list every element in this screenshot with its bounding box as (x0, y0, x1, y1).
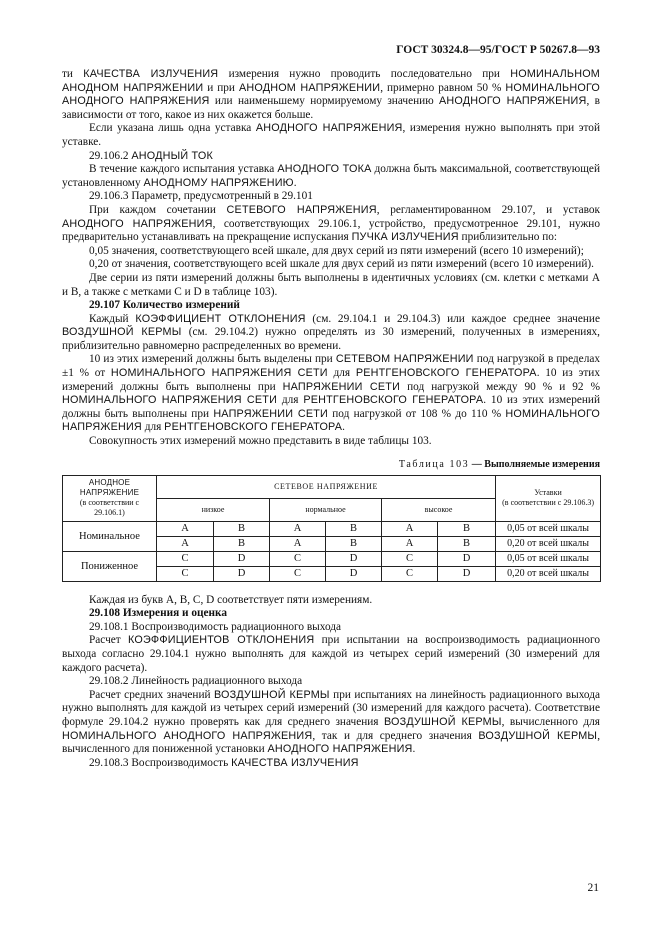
paragraph (62, 163, 600, 190)
paragraph (62, 675, 600, 689)
term: ВОЗДУШНОЙ КЕРМЫ (478, 729, 598, 742)
text-run: под нагрузкой от 108 % до 110 % (327, 407, 506, 420)
text-run: , соответствующих 29.106.1, устройство, предусмотренное 29.101, нужно предварительно устанавливать на прекращение испускания (62, 217, 600, 244)
term: СЕТЕВОГО НАПРЯЖЕНИЯ (226, 203, 377, 216)
measurement-cell: D (214, 551, 270, 566)
text-run: Две серии из пяти измерений должны быть выполнены в идентичных условиях (см. клетки с метками А и В, а также с метками С и D в таблице 103). (62, 271, 600, 298)
table-caption (62, 459, 600, 470)
page-number: 21 (587, 882, 599, 894)
measurement-cell: B (438, 536, 496, 551)
text-run: (см. 29.104.2) нужно определять из 30 измерений, полученных в измерениях, приблизительно равномерно распределенных во времени. (62, 326, 600, 352)
text-run: измерения нужно проводить последовательно при (218, 68, 511, 80)
term: КАЧЕСТВА ИЗЛУЧЕНИЯ (83, 68, 219, 80)
text-run: , в зависимости от того, какое из них окажется больше. (62, 95, 601, 121)
text-run: . (293, 176, 297, 189)
text-run: Каждый (89, 312, 136, 325)
term: КОЭФФИЦИЕНТ ОТКЛОНЕНИЯ (135, 312, 306, 325)
term: НОМИНАЛЬНОГО НАПРЯЖЕНИЯ СЕТИ (62, 394, 278, 407)
measurement-cell: B (438, 521, 496, 536)
text-run: 29.108.3 Воспроизводимость (89, 756, 232, 769)
text-run: Каждая из букв А, В, С, D соответствует пяти измерениям. (89, 593, 373, 606)
text-run: или наименьшему нормируемому значению (209, 95, 439, 108)
measurement-cell: C (382, 566, 438, 581)
measurement-cell: A (270, 521, 326, 536)
measurement-cell: B (214, 521, 270, 536)
term: АНОДНОГО НАПРЯЖЕНИЯ (267, 743, 413, 756)
measurement-cell: A (270, 536, 326, 551)
text-run: , измерения нужно выполнять при этой уставке. (62, 122, 600, 148)
term: АНОДНОГО ТОКА (277, 163, 372, 176)
term: АНОДНОГО НАПРЯЖЕНИЯ (255, 122, 403, 135)
measurement-cell: D (438, 566, 496, 581)
term: АНОДНЫЙ ТОК (131, 149, 213, 162)
paragraph (62, 272, 600, 299)
term: НОМИНАЛЬНОГО АНОДНОГО НАПРЯЖЕНИЯ (62, 729, 313, 742)
text-run: приблизительно по: (458, 231, 558, 244)
paragraph (62, 621, 600, 635)
paragraph (62, 68, 600, 122)
paragraph (62, 204, 600, 245)
table-caption-label: Таблица 103 (398, 458, 470, 470)
term: НОМИНАЛЬНОГО АНОДНОГО НАПРЯЖЕНИЯ (62, 81, 600, 108)
text-run: Расчет (89, 634, 128, 647)
text-run: , регламентированном 29.107, и уставок (376, 203, 600, 216)
text-run: . 10 из этих измерений должны быть выполнены при (62, 367, 600, 393)
text-run: должна быть максимальной, соответствующей установленному (62, 163, 600, 189)
anode-voltage-title: АНОДНОЕ НАПРЯЖЕНИЕ (79, 478, 140, 498)
term: АНОДНОГО НАПРЯЖЕНИЯ (438, 95, 587, 108)
text-run: 29.108 Измерения и оценка (89, 607, 228, 620)
paragraph (62, 435, 600, 449)
text-run: 29.106.3 Параметр, предусмотренный в 29.101 (89, 190, 313, 203)
anode-voltage-header (63, 475, 157, 521)
setting-cell: 0,05 от всей шкалы (496, 551, 601, 566)
settings-note: (в соответствии с 29.106.3) (502, 498, 594, 508)
text-run: 10 из этих измерений должны быть выделены при (89, 353, 336, 366)
text-run: 29.106.2 (89, 149, 132, 162)
paragraph (62, 313, 600, 354)
text-run: 0,20 от значения, соответствующего всей шкале для двух серий из пяти измерений (всего 10 измерений). (89, 258, 594, 271)
measurements-table (62, 475, 601, 582)
measurement-cell: D (326, 551, 382, 566)
table-row (63, 551, 601, 566)
measurement-cell: B (214, 536, 270, 551)
level-high: высокое (382, 498, 496, 521)
measurement-cell: C (157, 551, 214, 566)
setting-cell: 0,20 от всей шкалы (496, 536, 601, 551)
text-run: для (277, 394, 304, 407)
term: НАПРЯЖЕНИИ СЕТИ (282, 380, 401, 393)
measurement-cell: A (157, 536, 214, 551)
measurement-cell: C (157, 566, 214, 581)
term: КОЭФФИЦИЕНТОВ ОТКЛОНЕНИЯ (128, 634, 315, 647)
text-run: при испытании на воспроизводимость радиационного выхода согласно 29.104.1 нужно выполнять для каждой из четырех серий измерений (30 измерений для каждого расчета). (62, 634, 600, 674)
text-run: , так и для среднего значения (312, 729, 479, 742)
text-run: В течение каждого испытания уставка (89, 163, 278, 176)
paragraph (62, 245, 600, 259)
body-text-top (62, 68, 600, 449)
paragraph (62, 150, 600, 164)
text-run: ти (62, 68, 84, 80)
term: РЕНТГЕНОВСКОГО ГЕНЕРАТОРА (303, 394, 484, 407)
mains-voltage-header: СЕТЕВОЕ НАПРЯЖЕНИЕ (157, 475, 496, 498)
text-run: . (412, 743, 416, 756)
term: АНОДНОМ НАПРЯЖЕНИИ (238, 81, 381, 94)
term: ПУЧКА ИЗЛУЧЕНИЯ (351, 231, 459, 244)
text-run: Расчет средних значений (89, 688, 215, 701)
term: РЕНТГЕНОВСКОГО ГЕНЕРАТОРА (355, 367, 537, 380)
text-run: 0,05 значения, соответствующего всей шкале, для двух серий из пяти измерений (всего 10 измерений); (89, 244, 584, 257)
paragraph (62, 353, 600, 435)
term: НОМИНАЛЬНОМ АНОДНОМ НАПРЯЖЕНИИ (62, 68, 600, 94)
document-header: ГОСТ 30324.8—95/ГОСТ Р 50267.8—93 (396, 44, 600, 56)
term: ВОЗДУШНОЙ КЕРМЫ (383, 715, 502, 728)
text-run: при испытаниях на линейность радиационного выхода нужно выполнять для каждой из четырех серий измерений (30 измерений для каждого расчета). Соответствие формуле 29.104.2 нужно проверять как для среднего значения (62, 688, 601, 728)
text-run: , вычисленного для пониженной установки (62, 729, 601, 756)
text-run: под нагрузкой в пределах ±1 % от (62, 353, 600, 380)
term: НОМИНАЛЬНОГО НАПРЯЖЕНИЯ СЕТИ (110, 367, 328, 380)
text-run: (см. 29.104.1 и 29.104.3) или каждое среднее значение (305, 312, 600, 325)
term: ВОЗДУШНОЙ КЕРМЫ (62, 326, 182, 339)
measurement-cell: B (326, 536, 382, 551)
term: КАЧЕСТВА ИЗЛУЧЕНИЯ (231, 756, 359, 769)
term: АНОДНОМУ НАПРЯЖЕНИЮ (143, 176, 294, 189)
level-low: низкое (157, 498, 270, 521)
setting-cell: 0,05 от всей шкалы (496, 521, 601, 536)
paragraph (62, 689, 600, 757)
term: ВОЗДУШНОЙ КЕРМЫ (214, 688, 330, 701)
anode-voltage-cell: Номинальное (63, 521, 157, 551)
body-text-bottom (62, 594, 600, 771)
text-run: Если указана лишь одна уставка (89, 122, 256, 135)
text-run: для (141, 421, 165, 434)
measurement-cell: A (382, 536, 438, 551)
term: НАПРЯЖЕНИИ СЕТИ (213, 407, 328, 420)
term: НОМИНАЛЬНОГО НАПРЯЖЕНИЯ (62, 407, 600, 434)
text-run: Совокупность этих измерений можно представить в виде таблицы 103. (89, 435, 432, 448)
paragraph (62, 757, 600, 771)
text-run: 29.108.2 Линейность радиационного выхода (89, 675, 303, 688)
text-run: и при (203, 81, 239, 94)
measurement-cell: A (382, 521, 438, 536)
measurement-cell: D (214, 566, 270, 581)
table-row (63, 521, 601, 536)
text-run: , вычисленного для (501, 715, 600, 728)
paragraph (62, 258, 600, 272)
measurement-cell: D (438, 551, 496, 566)
text-run: , примерно равном 50 % (380, 81, 506, 94)
text-run: . (342, 421, 345, 434)
settings-title: Уставки (534, 488, 562, 498)
paragraph (62, 594, 600, 608)
paragraph (62, 634, 600, 675)
measurement-cell: C (270, 566, 326, 581)
anode-voltage-cell: Пониженное (63, 551, 157, 581)
term: СЕТЕВОМ НАПРЯЖЕНИИ (335, 353, 474, 366)
settings-header (496, 475, 601, 521)
text-run: под нагрузкой между 90 % и 92 % (400, 380, 600, 393)
measurement-cell: C (382, 551, 438, 566)
text-run: . 10 из этих измерений должны быть выполнены при (62, 394, 600, 420)
paragraph (62, 299, 600, 313)
measurement-cell: B (326, 521, 382, 536)
text-run: 29.108.1 Воспроизводимость радиационного выхода (89, 620, 342, 633)
text-run: 29.107 Количество измерений (89, 299, 240, 312)
text-run: При каждом сочетании (89, 203, 227, 216)
term: АНОДНОГО НАПРЯЖЕНИЯ (62, 217, 213, 230)
document-page (62, 44, 600, 770)
term: РЕНТГЕНОВСКОГО ГЕНЕРАТОРА (164, 421, 343, 434)
paragraph (62, 122, 600, 149)
paragraph (62, 607, 600, 621)
text-run: для (327, 367, 356, 380)
measurement-cell: D (326, 566, 382, 581)
level-normal: нормальное (270, 498, 382, 521)
measurement-cell: A (157, 521, 214, 536)
setting-cell: 0,20 от всей шкалы (496, 566, 601, 581)
table-caption-title: — Выполняемые измерения (471, 458, 600, 470)
anode-voltage-note: (в соответствии с 29.106.1) (79, 498, 140, 518)
measurement-cell: C (270, 551, 326, 566)
paragraph (62, 190, 600, 204)
